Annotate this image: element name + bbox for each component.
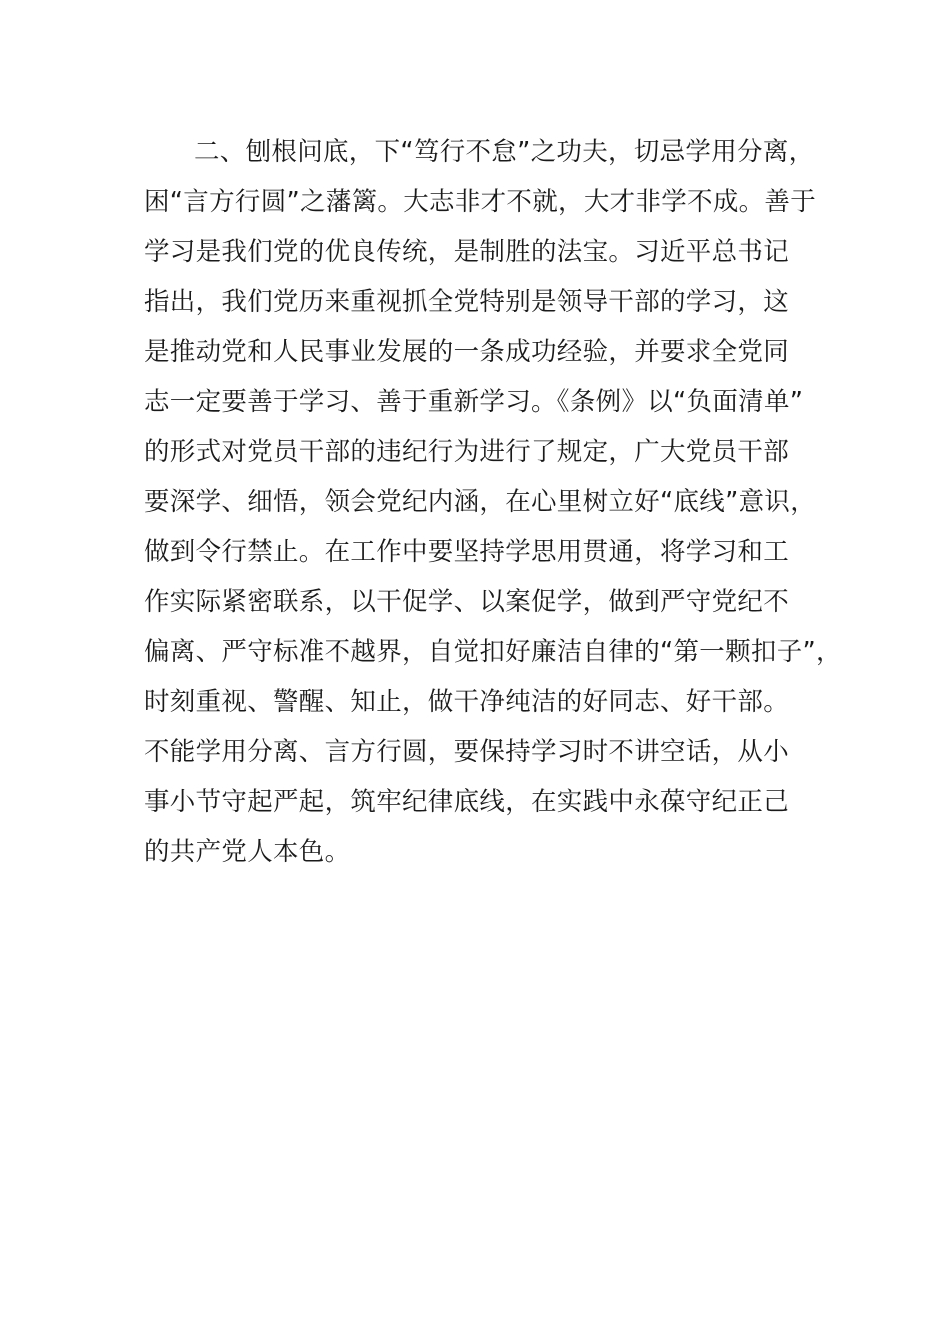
paragraph-line: 的共产党人本色。 xyxy=(144,837,351,867)
paragraph-line: 时刻重视、警醒、知止，做干净纯洁的好同志、好干部。 xyxy=(144,687,790,717)
paragraph-line: 学习是我们党的优良传统，是制胜的法宝。习近平总书记 xyxy=(144,237,790,267)
paragraph-line: 作实际紧密联系，以干促学、以案促学，做到严守党纪不 xyxy=(144,587,790,617)
paragraph-line: 二、刨根问底，下“笃行不怠”之功夫，切忌学用分离， xyxy=(194,137,815,167)
paragraph-line: 做到令行禁止。在工作中要坚持学思用贯通，将学习和工 xyxy=(144,537,790,567)
paragraph-line: 事小节守起严起，筑牢纪律底线，在实践中永葆守纪正己 xyxy=(144,787,790,817)
paragraph-line: 偏离、严守标准不越界，自觉扣好廉洁自律的“第一颗扣子”， xyxy=(144,637,842,667)
paragraph-line: 不能学用分离、言方行圆，要保持学习时不讲空话，从小 xyxy=(144,737,790,767)
paragraph-line: 志一定要善于学习、善于重新学习。《条例》以“负面清单” xyxy=(144,387,804,417)
paragraph-line: 要深学、细悟，领会党纪内涵，在心里树立好“底线”意识， xyxy=(144,487,817,517)
paragraph-line: 是推动党和人民事业发展的一条成功经验，并要求全党同 xyxy=(144,337,790,367)
paragraph-line: 指出，我们党历来重视抓全党特别是领导干部的学习，这 xyxy=(144,287,790,317)
paragraph-line: 的形式对党员干部的违纪行为进行了规定，广大党员干部 xyxy=(144,437,790,467)
paragraph-line: 困“言方行圆”之藩篱。大志非才不就，大才非学不成。善于 xyxy=(144,187,817,217)
body-paragraph xyxy=(144,127,842,877)
